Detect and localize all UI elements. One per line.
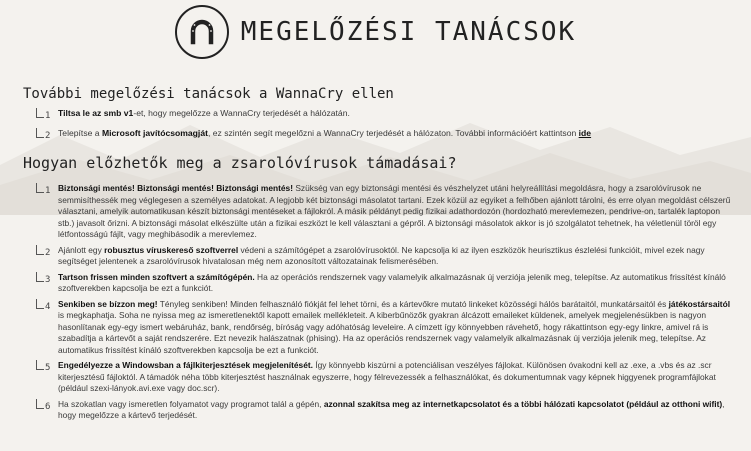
item-text: Ajánlott egy robusztus víruskereső szoftverrel védeni a számítógépet a zsarolóvírusoktól. Ne kapcsolja ki az ilyen eszközök heurisztikus észlelési funkcióit, mivel ezek nagy segítséget jelentenek a zsarolóvírusok hivatalosan még nem azonosított változatainak felismerésében. bbox=[58, 244, 705, 266]
list-item bbox=[23, 128, 735, 142]
section-title-prevention: Hogyan előzhetők meg a zsarolóvírusok támadásai? bbox=[23, 154, 457, 172]
item-number: 6 bbox=[23, 399, 58, 413]
wannacry-tips-list bbox=[23, 108, 735, 148]
list-item bbox=[23, 245, 735, 268]
page-title: MEGELŐZÉSI TANÁCSOK bbox=[240, 17, 577, 47]
item-number: 3 bbox=[23, 272, 58, 286]
list-item bbox=[23, 399, 735, 422]
item-text: Biztonsági mentés! Biztonsági mentés! Biztonsági mentés! Szükség van egy biztonsági mentési és vészhelyzet utáni helyreállítási megoldásra, hogy a zsarolóvírusok ne semmisíthessék meg véglegesen a személyes adatokat. A legjobb két biztonsági másolatot tartani. Ezek közül az egyiket a felhőben ajánlott tárolni, és erre olyan megoldást célszerű választani, amelyik automatikusan készít biztonsági mentéseket a fájlokról. A másik példányt pedig fizikai adathordozón (hordozható merevlemezen, pendrive-on, tartalék laptopon stb.) javasolt őrizni. A biztonsági másolat elkészülte után a fizikai eszközt le kell választani a gépről. A biztonsági másolatok akkor is jó szolgálatot tehetnek, ha véletlenül töröl egy létfontosságú fájlt, vagy meghibásodik a merevlemez. bbox=[58, 183, 731, 239]
item-number: 4 bbox=[23, 299, 58, 313]
prevention-tips-list bbox=[23, 183, 735, 426]
item-text: Telepítse a Microsoft javítócsomagját, ez szintén segít megelőzni a WannaCry terjedését a hálózaton. További információért kattintson ide bbox=[58, 128, 592, 138]
item-text: Engedélyezze a Windowsban a fájlkiterjesztések megjelenítését. Így könnyebb kiszúrni a potenciálisan veszélyes fájlokat. Különösen óvakodni kell az .exe, a .vbs és az .scr kiterjesztésű fájloktól. A támadók néha több kiterjesztést használnak egyszerre, hogy félrevezessék a felhasználókat, és dokumentumnak vagy képnek higgyenek programfájlokat (például szexi-lányok.avi.exe vagy doc.scr). bbox=[58, 360, 716, 393]
horseshoe-icon bbox=[185, 15, 219, 49]
info-link[interactable]: ide bbox=[578, 128, 592, 138]
item-number: 2 bbox=[23, 245, 58, 259]
item-text: Tartson frissen minden szoftvert a számítógépén. Ha az operációs rendszernek vagy valamelyik alkalmazásnak új verziója jelenik meg, telepítse. Az automatikus frissítést kínáló szoftverekben kapcsolja be ezt a funkciót. bbox=[58, 271, 726, 293]
logo bbox=[175, 5, 229, 59]
list-item bbox=[23, 108, 735, 122]
list-item bbox=[23, 360, 735, 395]
item-number: 1 bbox=[23, 108, 58, 122]
item-text: Ha szokatlan vagy ismeretlen folyamatot vagy programot talál a gépén, azonnal szakítsa meg az internetkapcsolatot és a többi hálózati kapcsolatot (például az otthoni wifit), hogy megelőzze a kártevő terjedését. bbox=[58, 398, 725, 420]
item-number: 1 bbox=[23, 183, 58, 197]
item-number: 5 bbox=[23, 360, 58, 374]
list-item bbox=[23, 272, 735, 295]
list-item bbox=[23, 183, 735, 241]
item-number: 2 bbox=[23, 128, 58, 142]
section-title-wannacry: További megelőzési tanácsok a WannaCry ellen bbox=[23, 86, 394, 102]
list-item bbox=[23, 299, 735, 357]
page-header bbox=[0, 0, 751, 64]
item-text: Senkiben se bízzon meg! Tényleg senkiben! Minden felhasználó fiókját fel lehet törni, és a kártevőkre mutató linkeket közösségi hálós barátaitól, munkatársaitól és játékostársaitól is megkaphatja. Soha ne nyissa meg az ismeretlenektől kapott emailek mellékleteit. A kiberbűnözők gyakran álcázott emaileket küldenek, amelyek megjelenésükben is nagyon hasonlítanak egy-egy ismert webáruház, bank, rendőrség, bíróság vagy adóhatóság leveleire. A címzett így könnyebben rávehető, hogy rákattintson egy-egy linkre, amivel rá is szabadítja a kártevőt a saját rendszerére. Ezt nevezik halászatnak (phising). Ha az operációs rendszernek vagy valamelyik alkalmazásnak új verziója jelenik meg, telepítse. Az automatikus frissítést kínáló szoftverekben kapcsolja be ezt a funkciót. bbox=[58, 298, 731, 355]
item-text: Tiltsa le az smb v1-et, hogy megelőzze a WannaCry terjedését a hálózatán. bbox=[58, 108, 350, 118]
